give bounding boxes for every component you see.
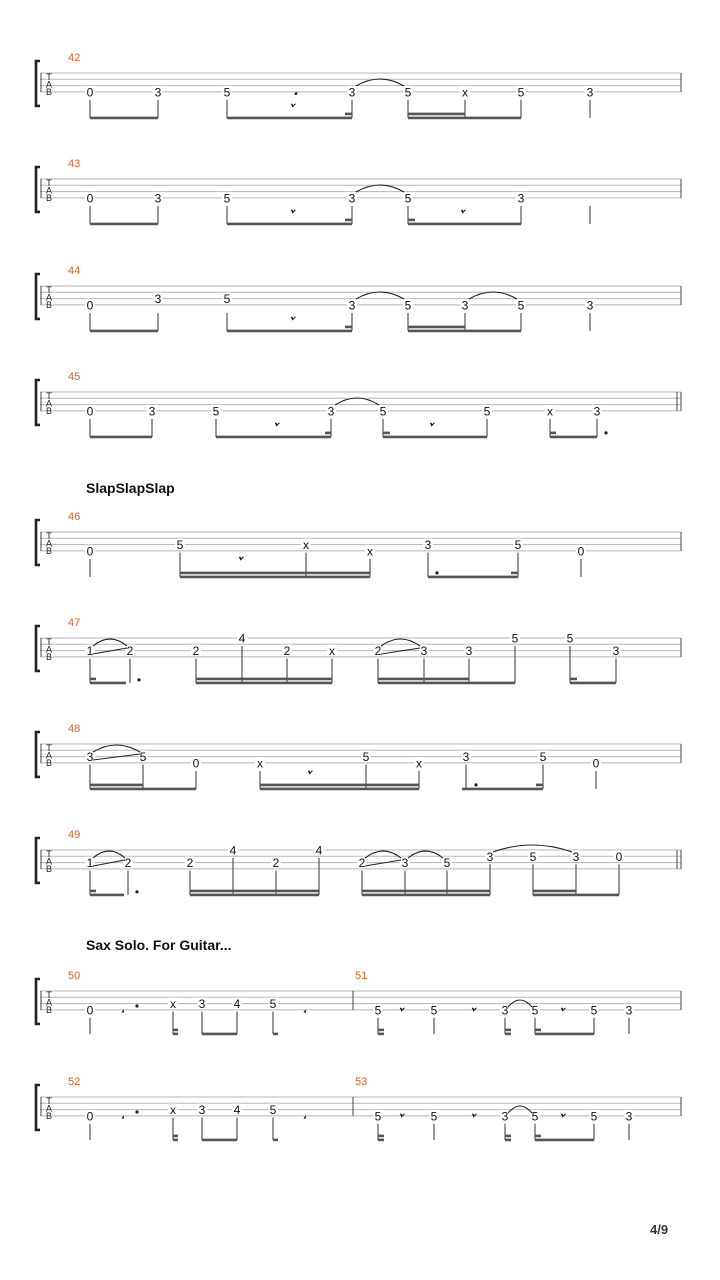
system-bracket xyxy=(36,626,40,671)
augmentation-dot xyxy=(604,431,607,434)
fret-number: 3 xyxy=(198,997,206,1012)
fret-number: 0 xyxy=(615,849,623,864)
augmentation-dot xyxy=(137,678,140,681)
augmentation-dot xyxy=(135,1004,138,1007)
sixteenth-rest xyxy=(290,103,297,108)
tie-arc xyxy=(93,745,140,752)
fret-number: 3 xyxy=(586,85,594,100)
tab-clef-letter: T xyxy=(46,1096,52,1106)
system-bracket xyxy=(36,838,40,883)
page-number: 4/9 xyxy=(650,1222,669,1237)
system-bracket xyxy=(36,1085,40,1130)
fret-number: 0 xyxy=(592,756,600,771)
sixteenth-rest xyxy=(274,422,281,427)
fret-number: 3 xyxy=(86,750,94,765)
tie-arc xyxy=(381,639,420,646)
tab-system-3 xyxy=(36,265,681,331)
fret-number: 1 xyxy=(86,644,94,659)
tie-arc xyxy=(356,185,404,192)
augmentation-dot xyxy=(435,571,438,574)
fret-number: x xyxy=(462,85,468,100)
fret-number: 2 xyxy=(124,856,132,871)
fret-number: 5 xyxy=(223,292,231,307)
fret-number: 5 xyxy=(379,404,387,419)
fret-number: 3 xyxy=(593,404,601,419)
fret-number: 4 xyxy=(229,843,237,858)
sixteenth-rest xyxy=(290,209,297,214)
fret-number: 2 xyxy=(186,856,194,871)
fret-number: 5 xyxy=(590,1003,598,1018)
fret-number: 3 xyxy=(517,191,525,206)
fret-number: 5 xyxy=(511,631,519,646)
tab-clef-letter: T xyxy=(46,743,52,753)
fret-number: 3 xyxy=(348,191,356,206)
fret-number: 5 xyxy=(404,85,412,100)
fret-number: 0 xyxy=(86,298,94,313)
fret-number: 3 xyxy=(572,849,580,864)
fret-number: 5 xyxy=(514,538,522,553)
tab-clef-letter: T xyxy=(46,637,52,647)
fret-number: 5 xyxy=(374,1109,382,1124)
fret-number: 5 xyxy=(404,191,412,206)
tab-clef-letter: B xyxy=(45,406,53,416)
fret-number: 5 xyxy=(223,191,231,206)
tie-arc xyxy=(356,292,404,299)
fret-number: x xyxy=(170,1103,176,1118)
tab-system-9 xyxy=(36,970,681,1034)
fret-number: 5 xyxy=(483,404,491,419)
sixteenth-rest xyxy=(238,556,245,561)
fret-number: 3 xyxy=(401,856,409,871)
system-bracket xyxy=(36,167,40,212)
tab-system-6 xyxy=(36,617,681,683)
fret-number: 3 xyxy=(612,644,620,659)
measure-number: 42 xyxy=(68,52,81,64)
tab-clef-letter: B xyxy=(45,864,53,874)
tab-clef-letter: A xyxy=(45,79,53,90)
fret-number: 0 xyxy=(86,1109,94,1124)
fret-number: 5 xyxy=(430,1109,438,1124)
fret-number: 5 xyxy=(529,849,537,864)
fret-number: 5 xyxy=(223,85,231,100)
system-bracket xyxy=(36,732,40,777)
fret-number: 3 xyxy=(327,404,335,419)
fret-number: 3 xyxy=(154,191,162,206)
tab-system-1 xyxy=(36,52,681,118)
tab-clef-letter: A xyxy=(45,1103,53,1114)
fret-number: 5 xyxy=(539,750,547,765)
measure-number: 49 xyxy=(68,829,81,841)
tab-clef-letter: B xyxy=(45,652,53,662)
fret-number: 3 xyxy=(461,298,469,313)
measure-number: 47 xyxy=(68,617,81,629)
tab-system-5 xyxy=(36,511,681,577)
fret-number: 3 xyxy=(462,750,470,765)
measure-number: 44 xyxy=(68,265,81,277)
tab-clef-letter: A xyxy=(45,398,53,409)
fret-number: 3 xyxy=(625,1109,633,1124)
tab-clef-letter: B xyxy=(45,546,53,556)
tab-system-7 xyxy=(36,723,681,789)
fret-number: 2 xyxy=(192,644,200,659)
fret-number: x xyxy=(303,538,309,553)
fret-number: 5 xyxy=(566,631,574,646)
fret-number: 3 xyxy=(154,85,162,100)
tab-clef-letter: A xyxy=(45,538,53,549)
fret-number: 4 xyxy=(233,1103,241,1118)
fret-number: 5 xyxy=(517,85,525,100)
fret-number: 5 xyxy=(517,298,525,313)
system-bracket xyxy=(36,979,40,1024)
fret-number: 5 xyxy=(531,1109,539,1124)
tie-arc xyxy=(93,639,127,646)
tie-arc xyxy=(469,292,517,299)
fret-number: 0 xyxy=(86,191,94,206)
tab-clef-letter: B xyxy=(45,300,53,310)
fret-number: 2 xyxy=(272,856,280,871)
tab-clef-letter: B xyxy=(45,758,53,768)
fret-number: 3 xyxy=(198,1103,206,1118)
system-bracket xyxy=(36,520,40,565)
fret-number: x xyxy=(170,997,176,1012)
fret-number: 3 xyxy=(486,849,494,864)
measure-number: 48 xyxy=(68,723,81,735)
fret-number: 0 xyxy=(192,756,200,771)
tab-clef-letter: T xyxy=(46,178,52,188)
fret-number: 5 xyxy=(430,1003,438,1018)
sixteenth-rest xyxy=(307,770,314,775)
fret-number: 2 xyxy=(126,644,134,659)
tab-clef-letter: A xyxy=(45,856,53,867)
tab-clef-letter: A xyxy=(45,292,53,303)
fret-number: 2 xyxy=(374,644,382,659)
fret-number: 5 xyxy=(139,750,147,765)
tab-clef-letter: T xyxy=(46,849,52,859)
section-label-slap: SlapSlapSlap xyxy=(86,480,175,496)
measure-number: 45 xyxy=(68,371,81,383)
fret-number: 5 xyxy=(362,750,370,765)
fret-number: 0 xyxy=(86,85,94,100)
measure-number: 46 xyxy=(68,511,81,523)
augmentation-dot xyxy=(474,783,477,786)
fret-number: x xyxy=(257,756,263,771)
tab-clef-letter: T xyxy=(46,990,52,1000)
measure-number: 52 xyxy=(68,1076,81,1088)
tab-system-4 xyxy=(36,371,681,437)
fret-number: 3 xyxy=(420,644,428,659)
tie-arc xyxy=(93,851,125,858)
system-bracket xyxy=(36,274,40,319)
fret-number: 1 xyxy=(86,856,94,871)
tab-clef-letter: T xyxy=(46,72,52,82)
fret-number: 0 xyxy=(86,544,94,559)
fret-number: 3 xyxy=(348,85,356,100)
fret-number: x xyxy=(416,756,422,771)
tie-arc xyxy=(365,851,401,858)
fret-number: 3 xyxy=(348,298,356,313)
system-bracket xyxy=(36,61,40,106)
fret-number: 5 xyxy=(269,1103,277,1118)
tab-clef-letter: A xyxy=(45,185,53,196)
tab-system-10 xyxy=(36,1076,681,1140)
fret-number: 0 xyxy=(86,1003,94,1018)
augmentation-dot xyxy=(135,1110,138,1113)
fret-number: 3 xyxy=(586,298,594,313)
tab-system-8 xyxy=(36,829,681,895)
tab-system-2 xyxy=(36,158,681,224)
tab-clef-letter: B xyxy=(45,87,53,97)
sixteenth-rest xyxy=(290,316,297,321)
fret-number: x xyxy=(547,404,553,419)
measure-number: 43 xyxy=(68,158,81,170)
fret-number: 0 xyxy=(86,404,94,419)
fret-number: 3 xyxy=(148,404,156,419)
tab-clef-letter: A xyxy=(45,750,53,761)
tab-clef-letter: B xyxy=(45,193,53,203)
sixteenth-rest xyxy=(460,209,467,214)
fret-number: 4 xyxy=(238,631,246,646)
fret-number: 4 xyxy=(315,843,323,858)
tab-clef-letter: B xyxy=(45,1005,53,1015)
tie-arc xyxy=(356,79,404,86)
measure-number: 51 xyxy=(355,970,368,982)
measure-number: 50 xyxy=(68,970,81,982)
fret-number: x xyxy=(329,644,335,659)
sixteenth-rest xyxy=(429,422,436,427)
tab-clef-letter: T xyxy=(46,391,52,401)
tab-clef-letter: B xyxy=(45,1111,53,1121)
section-label-sax-solo: Sax Solo. For Guitar... xyxy=(86,937,232,953)
fret-number: 3 xyxy=(154,292,162,307)
fret-number: 2 xyxy=(283,644,291,659)
fret-number: 5 xyxy=(590,1109,598,1124)
fret-number: 5 xyxy=(443,856,451,871)
fret-number: 4 xyxy=(233,997,241,1012)
fret-number: 5 xyxy=(176,538,184,553)
measure-number: 53 xyxy=(355,1076,368,1088)
fret-number: 5 xyxy=(212,404,220,419)
tab-clef-letter: A xyxy=(45,997,53,1008)
fret-number: 2 xyxy=(358,856,366,871)
fret-number: 5 xyxy=(404,298,412,313)
tab-clef-letter: A xyxy=(45,644,53,655)
fret-number: 5 xyxy=(269,997,277,1012)
fret-number: 3 xyxy=(625,1003,633,1018)
fret-number: 3 xyxy=(465,644,473,659)
tab-clef-letter: T xyxy=(46,531,52,541)
tie-arc xyxy=(408,851,443,858)
rest-symbol: · xyxy=(293,85,299,103)
augmentation-dot xyxy=(135,890,138,893)
fret-number: 0 xyxy=(577,544,585,559)
tab-clef-letter: T xyxy=(46,285,52,295)
fret-number: 5 xyxy=(374,1003,382,1018)
system-bracket xyxy=(36,380,40,425)
fret-number: 3 xyxy=(501,1109,509,1124)
fret-number: 5 xyxy=(531,1003,539,1018)
fret-number: x xyxy=(367,544,373,559)
fret-number: 3 xyxy=(501,1003,509,1018)
fret-number: 3 xyxy=(424,538,432,553)
tie-arc xyxy=(335,398,379,405)
